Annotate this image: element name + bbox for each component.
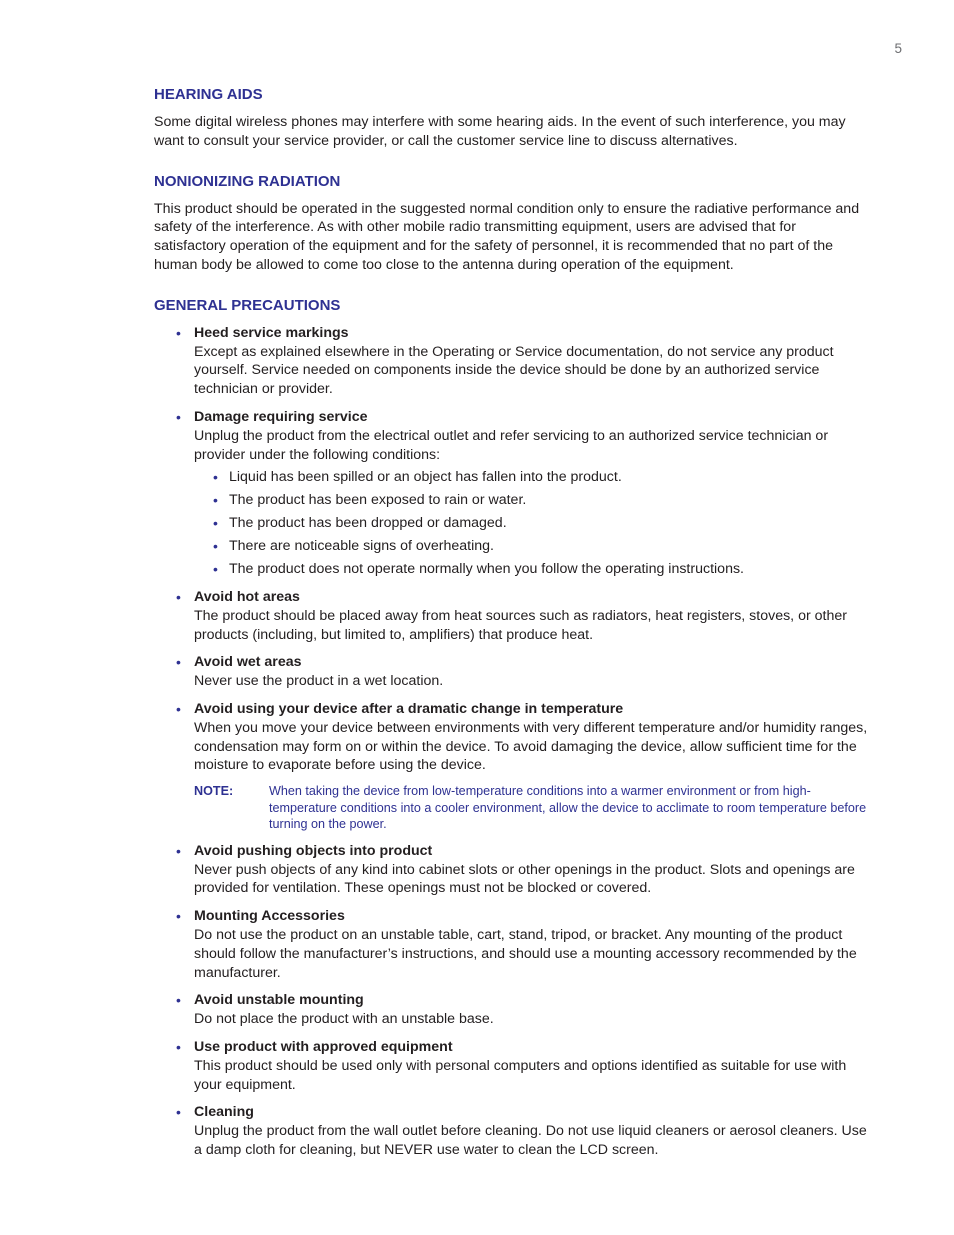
precaution-item (154, 907, 869, 982)
precaution-item (154, 324, 869, 399)
precaution-title: • Avoid wet areas (194, 654, 302, 671)
precaution-text: Never use the product in a wet location. (194, 673, 444, 690)
condition-item: • The product does not operate normally when you follow the operating instructions. (194, 560, 869, 579)
precaution-title: • Cleaning (194, 1104, 254, 1121)
precaution-text: Except as explained elsewhere in the Operating or Service documentation, do not service any product yourself. Service needed on components inside the device should be done by an authorized service technician or provider. (194, 343, 834, 398)
section-nonionizing-radiation (154, 172, 869, 275)
note-box (194, 783, 869, 833)
section-general-precautions (154, 296, 869, 1160)
note-label: NOTE: (194, 784, 234, 799)
condition-item: • There are noticeable signs of overheating. (194, 537, 869, 556)
precaution-text: The product should be placed away from heat sources such as radiators, heat registers, stoves, or other products (including, but limited to, amplifiers) that produce heat. (194, 607, 847, 643)
section-paragraph: This product should be operated in the suggested normal condition only to ensure the radiative performance and safety of the interference. As with other mobile radio transmitting equipment, users are advised that for satisfactory operation of the equipment and for the safety of personnel, it is recommended that no part of the human body be allowed to come too close to the antenna during operation of the equipment. (154, 200, 860, 273)
precaution-text: This product should be used only with personal computers and options identified as suitable for use with your equipment. (194, 1057, 847, 1093)
condition-list (194, 468, 869, 579)
precaution-text: When you move your device between environments with very different temperature and/or humidity ranges, condensation may form on or within the device. To avoid damaging the device, allow sufficient time for the moisture to evaporate before using the device. (194, 719, 868, 774)
precaution-text: Do not place the product with an unstable base. (194, 1011, 494, 1028)
section-hearing-aids (154, 85, 869, 151)
precaution-item (154, 991, 869, 1029)
precaution-title: • Damage requiring service (194, 408, 368, 425)
document-body (154, 85, 869, 1181)
section-heading: HEARING AIDS (154, 86, 263, 103)
precaution-item (154, 653, 869, 691)
precaution-item (154, 700, 869, 833)
precaution-title: • Heed service markings (194, 324, 349, 341)
precaution-item (154, 842, 869, 898)
precaution-title: • Avoid pushing objects into product (194, 842, 433, 859)
precaution-title: • Avoid using your device after a dramatic change in temperature (194, 701, 624, 718)
condition-item: • Liquid has been spilled or an object has fallen into the product. (194, 468, 869, 487)
section-heading: GENERAL PRECAUTIONS (154, 296, 341, 314)
note-text: When taking the device from low-temperature conditions into a warmer environment or from high-temperature conditions into a cooler environment, allow the device to acclimate to room temperature before turning on the power. (269, 784, 867, 832)
precaution-title: • Avoid unstable mounting (194, 992, 364, 1009)
condition-item: • The product has been dropped or damaged. (194, 514, 869, 533)
condition-item: • The product has been exposed to rain or water. (194, 491, 869, 510)
section-paragraph: Some digital wireless phones may interfere with some hearing aids. In the event of such interference, you may want to consult your service provider, or call the customer service line to discuss alternatives. (154, 114, 846, 149)
precaution-text: Never push objects of any kind into cabinet slots or other openings in the product. Slots and openings are provided for ventilation. These openings must not be blocked or covered. (194, 861, 855, 897)
precaution-text: Unplug the product from the wall outlet before cleaning. Do not use liquid cleaners or aerosol cleaners. Use a damp cloth for cleaning, but NEVER use water to clean the LCD screen. (194, 1123, 867, 1158)
precaution-text: Do not use the product on an unstable table, cart, stand, tripod, or bracket. Any mounting of the product should follow the manufacturer’s instructions, and should use a mounting accessory recommended by the manufacturer. (194, 926, 857, 981)
precaution-title: • Use product with approved equipment (194, 1038, 453, 1055)
precaution-item (154, 1038, 869, 1094)
precautions-list (154, 324, 869, 1160)
precaution-title: • Avoid hot areas (194, 589, 300, 606)
precaution-text: Unplug the product from the electrical outlet and refer servicing to an authorized service technician or provider under the following conditions: (194, 427, 829, 463)
precaution-title: • Mounting Accessories (194, 908, 345, 925)
page-number: 5 (894, 41, 902, 56)
section-heading: NONIONIZING RADIATION (154, 172, 341, 190)
precaution-item (154, 588, 869, 644)
precaution-item (154, 408, 869, 579)
precaution-item (154, 1103, 869, 1159)
